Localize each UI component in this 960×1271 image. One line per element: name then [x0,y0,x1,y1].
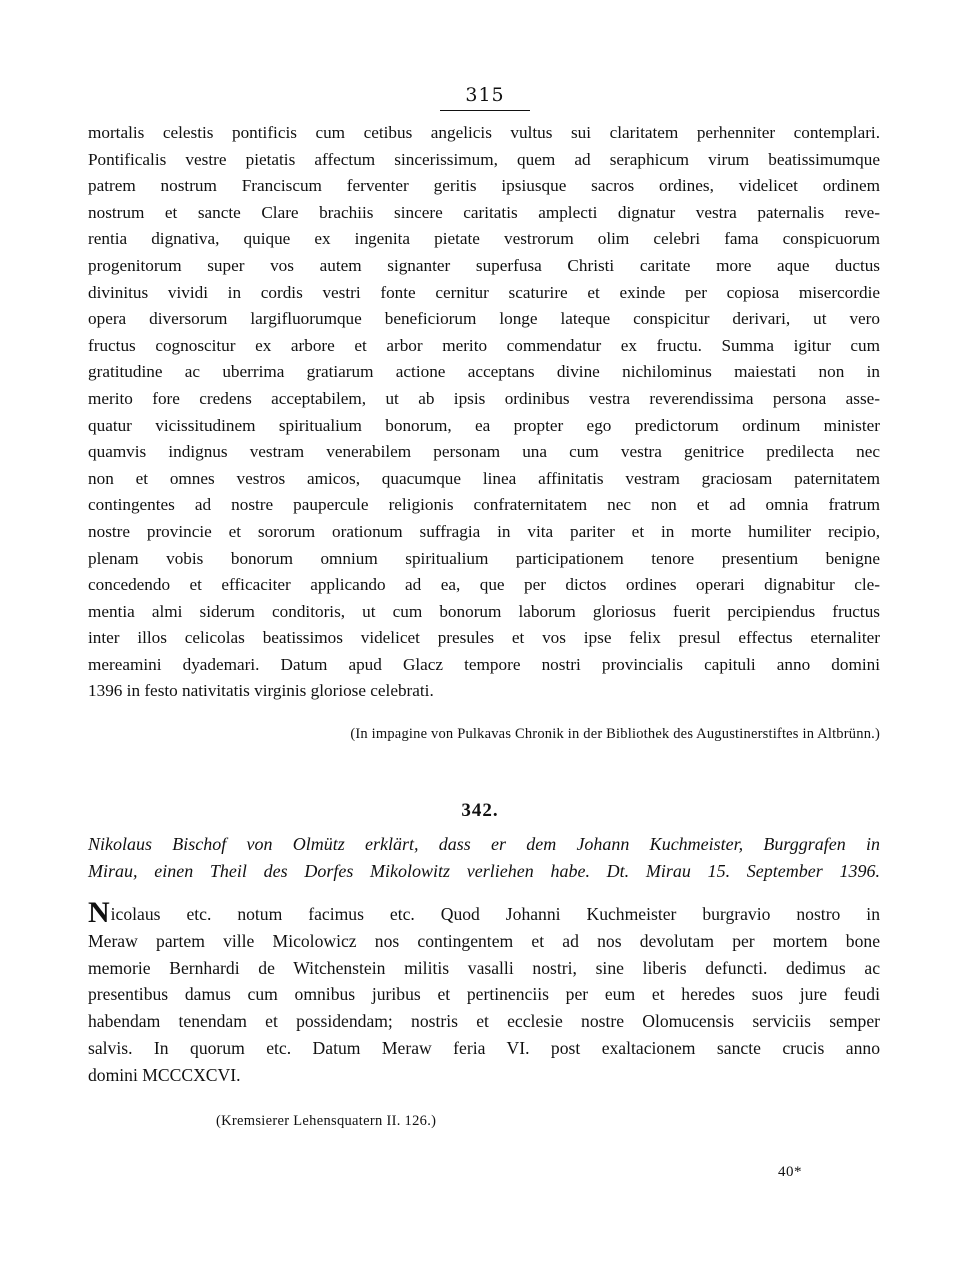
document-number: 342. [461,800,499,821]
text-line: 1396 in festo nativitatis virginis gloriose celebrati. [88,681,434,701]
text-line: memorie Bernhardi de Witchenstein militis vasalli nostri, sine liberis defuncti. dedimus ac [88,957,880,978]
text-line: quamvis indignus vestram venerabilem personam una cum vestra genitrice predilecta nec [88,442,880,462]
heading-line: Nikolaus Bischof von Olmütz erklärt, dass er dem Johann Kuchmeister, Burggrafen in [88,834,880,854]
text-line: mentia almi siderum conditoris, ut cum bonorum laborum gloriosus fuerit percipiendus fructus [88,601,880,621]
continued-letter-text [88,120,880,705]
text-line: rentia dignativa, quique ex ingenita pietate vestrorum olim celebri fama conspicuorum [88,229,880,249]
text-line: progenitorum super vos autem signanter superfusa Christi caritate more aque ductus [88,255,880,275]
text-line: habendam tenendam et possidendam; nostris et ecclesie nostre Olomucensis serviciis semper [88,1011,880,1032]
text-line: fructus cognoscitur ex arbore et arbor merito commendatur ex fructu. Summa igitur cum [88,335,880,355]
first-line-rest: icolaus etc. notum facimus etc. Quod Johanni Kuchmeister burgravio nostro in [110,904,880,924]
drop-initial: N [88,896,110,929]
text-line: Meraw partem ville Micolowicz nos contingentem et ad nos devolutam per mortem bone [88,930,880,951]
text-line: merito fore credens acceptabilem, ut ab ipsis ordinibus vestra reverendissima persona asse- [88,388,880,408]
text-line: plenam vobis bonorum omnium spiritualium participationem tenore presentium benigne [88,548,880,568]
source-citation-2: (Kremsierer Lehensquatern II. 126.) [216,1113,437,1129]
text-line: inter illos celicolas beatissimos videlicet presules et vos ipse felix presul effectus eternaliter [88,628,880,648]
source-citation: (In impagine von Pulkavas Chronik in der Bibliothek des Augustinerstiftes in Altbrünn.) [350,726,880,742]
text-line-first [88,896,880,929]
text-line: mereamini dyademari. Datum apud Glacz tempore nostri provincialis capituli anno domini [88,654,880,674]
text-line: domini MCCCXCVI. [88,1064,241,1085]
text-line: nostrum et sancte Clare brachiis sincere caritatis amplecti dignatur vestra paternalis reve- [88,202,880,222]
text-line: mortalis celestis pontificis cum cetibus angelicis vultus sui claritatem perhenniter contemplari. [88,123,880,142]
heading-line: Mirau, einen Theil des Dorfes Mikolowitz verliehen habe. Dt. Mirau 15. September 1396. [88,861,880,881]
text-line: opera diversorum largifluorumque beneficiorum longe lateque conspicitur derivari, ut vero [88,309,880,329]
text-line: Pontificalis vestre pietatis affectum sincerissimum, quem ad seraphicum virum beatissimumque [88,149,880,169]
text-line: concedendo et efficaciter applicando ad ea, que per dictos ordines operari dignabitur cle- [88,575,880,595]
charter-text [88,896,880,1089]
text-line: contingentes ad nostre paupercule religionis confraternitatem nec non et ad omnia fratrum [88,495,880,515]
text-line: presentibus damus cum omnibus juribus et pertinenciis per eum et heredes suos jure feudi [88,984,880,1005]
text-line: quatur vicissitudinem spiritualium bonorum, ea propter ego predictorum ordinum minister [88,415,880,435]
text-line: divinitus vividi in cordis vestri fonte cernitur scaturire et exinde per copiosa misercordie [88,282,880,302]
text-line: patrem nostrum Franciscum ferventer geritis ipsiusque sacros ordines, videlicet ordinem [88,176,880,196]
document-heading [88,831,880,885]
text-line: gratitudine ac uberrima gratiarum actione acceptans divine nichilominus maiestati non in [88,362,880,382]
page-number: 315 [440,84,530,111]
signature-mark: 40* [778,1164,802,1180]
text-line: salvis. In quorum etc. Datum Meraw feria VI. post exaltacionem sancte crucis anno [88,1037,880,1058]
text-line: non et omnes vestros amicos, quacumque linea affinitatis vestram graciosam paternitatem [88,468,880,488]
text-line: nostre provincie et sororum orationum suffragia in vita pariter et in morte humiliter recipio, [88,521,880,541]
